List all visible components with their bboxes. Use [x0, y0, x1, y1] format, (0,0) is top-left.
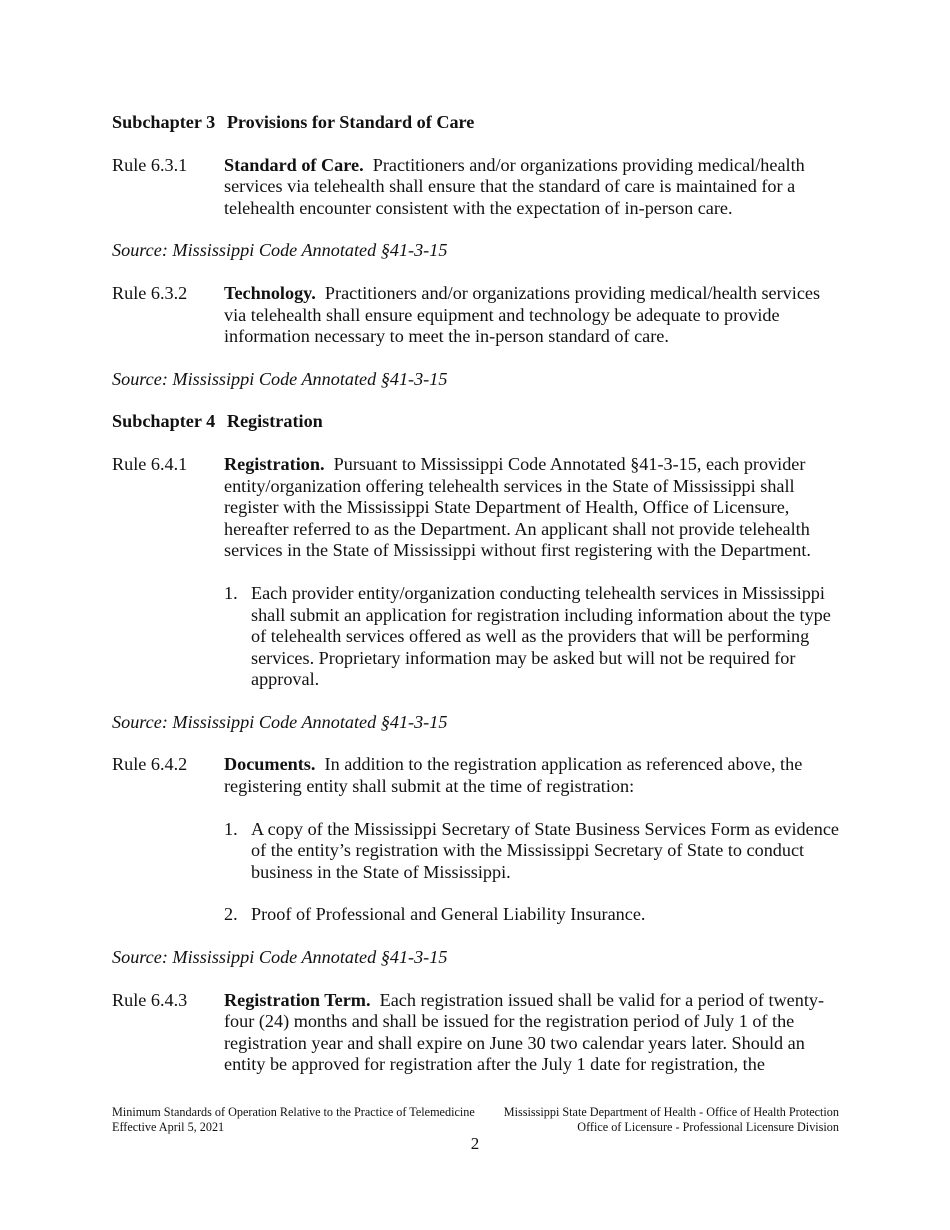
rule-title: Technology.: [224, 282, 316, 303]
source-citation: Source: Mississippi Code Annotated §41-3-15: [112, 947, 448, 968]
footer-right: [504, 1105, 839, 1134]
rule-text: Each registration issued shall be valid for a period of twenty-four (24) months and shall be issued for the registration period of July 1 of the registration year and shall expire on June 30 two calendar years later. Should an entity be approved for registration after the July 1 date for registration, the: [224, 989, 825, 1075]
subchapter-title: Registration: [226, 411, 323, 432]
rule-body: [224, 754, 842, 797]
rule-title: Documents.: [224, 754, 316, 775]
list-item: [224, 583, 842, 691]
rule-6-3-1: [112, 155, 842, 220]
footer-department: Mississippi State Department of Health - Office of Health Protection: [503, 1105, 839, 1119]
rule-body: [224, 283, 842, 348]
source-citation: Source: Mississippi Code Annotated §41-3-15: [112, 711, 448, 732]
rule-number: Rule 6.4.3: [112, 989, 188, 1010]
rule-6-4-3: [112, 990, 842, 1076]
rule-text: Practitioners and/or organizations providing medical/health services via telehealth shall ensure that the standard of care is maintained for a telehealth encounter consistent with the expectation of in-person care.: [224, 154, 805, 218]
rule-6-3-2: [112, 283, 842, 348]
subchapter-title: Provisions for Standard of Care: [226, 112, 475, 132]
rule-body: [224, 990, 842, 1076]
rule-6-4-2-list: [224, 819, 842, 926]
footer-division: Office of Licensure - Professional Licensure Division: [577, 1119, 839, 1134]
rule-6-4-2: [112, 754, 842, 797]
footer-left: [112, 1105, 475, 1134]
rule-number: Rule 6.4.1: [112, 453, 188, 474]
list-item: [224, 904, 842, 926]
rule-text: Practitioners and/or organizations providing medical/health services via telehealth shall ensure equipment and technology be adequate to provide information necessary to meet the in-person standard of care.: [224, 282, 821, 347]
rule-text: In addition to the registration application as referenced above, the registering entity shall submit at the time of registration:: [224, 754, 803, 797]
rule-text: Pursuant to Mississippi Code Annotated §41-3-15, each provider entity/organization offering telehealth services in the State of Mississippi shall register with the Mississippi State Department of Health, Office of Licensure, hereafter referred to as the Department. An applicant shall not provide telehealth services in the State of Mississippi without first registering with the Department.: [224, 453, 811, 561]
rule-number: Rule 6.4.2: [112, 754, 188, 775]
list-item: [224, 819, 842, 884]
rule-title: Registration.: [224, 453, 325, 474]
list-item-number: 1.: [224, 818, 238, 839]
subchapter-3-heading: [112, 112, 842, 134]
list-item-text: A copy of the Mississippi Secretary of State Business Services Form as evidence of the entity’s registration with the Mississippi Secretary of State to conduct business in the State of Mississippi.: [251, 818, 839, 882]
rule-6-4-1: [112, 454, 842, 562]
rule-body: [224, 155, 842, 220]
list-item-text: Each provider entity/organization conducting telehealth services in Mississippi shall submit an application for registration including information about the type of telehealth services offered as well as the providers that will be performing services. Proprietary information may be asked but will not be required for approval.: [251, 582, 831, 690]
footer-effective-date: Effective April 5, 2021: [112, 1119, 225, 1134]
footer-document-title: Minimum Standards of Operation Relative to the Practice of Telemedicine: [112, 1105, 475, 1119]
subchapter-number: Subchapter 4: [112, 411, 216, 432]
subchapter-4-heading: [112, 411, 842, 433]
rule-number: Rule 6.3.1: [112, 154, 188, 175]
source-citation: Source: Mississippi Code Annotated §41-3-15: [112, 368, 448, 389]
rule-number: Rule 6.3.2: [112, 282, 188, 303]
list-item-text: Proof of Professional and General Liability Insurance.: [251, 904, 646, 925]
subchapter-number: Subchapter 3: [112, 112, 216, 132]
page-number: 2: [470, 1134, 480, 1153]
source-citation: Source: Mississippi Code Annotated §41-3-15: [112, 240, 448, 261]
rule-body: [224, 454, 842, 562]
rule-title: Standard of Care.: [224, 154, 364, 175]
rule-title: Registration Term.: [224, 989, 371, 1010]
page-content: [112, 112, 842, 1097]
list-item-number: 1.: [224, 582, 238, 603]
list-item-number: 2.: [224, 904, 238, 925]
rule-6-4-1-list: [224, 583, 842, 691]
